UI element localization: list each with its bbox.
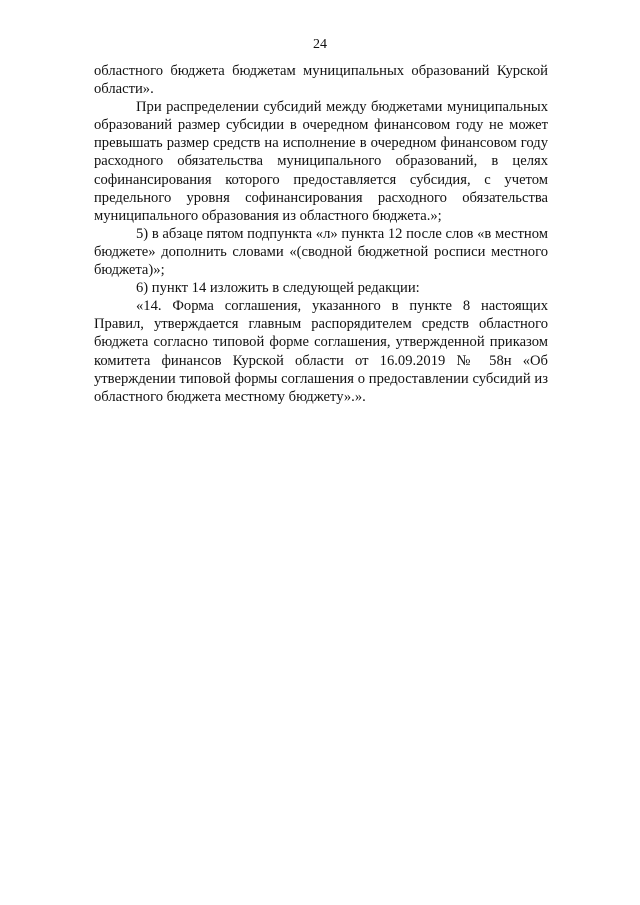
paragraph-continuation: областного бюджета бюджетам муниципальных образований Курской области». [94,63,548,98]
document-body [94,62,548,406]
page-number: 24 [313,37,327,52]
paragraph-item-6: 6) пункт 14 изложить в следующей редакции: [136,280,420,297]
paragraph-item-14: «14. Форма соглашения, указанного в пункте 8 настоящих Правил, утверждается главным распорядителем средств областного бюджета согласно типовой форме соглашения, утвержденной приказом комитета финансов Курской области от 16.09.2019 № 58н «Об утверждении типовой формы соглашения о предоставлении субсидий из областного бюджета местному бюджету».». [94,298,548,405]
paragraph-subsidy-distribution: При распределении субсидий между бюджетами муниципальных образований размер субсидии в очередном финансовом году не может превышать размер средств на исполнение в очередном финансовом году расходного обязательства муниципального образований, в целях софинансирования которого предоставляется субсидия, с учетом предельного уровня софинансирования расходного обязательства муниципального образования из областного бюджета.»; [94,99,548,224]
paragraph-item-5: 5) в абзаце пятом подпункта «л» пункта 12 после слов «в местном бюджете» дополнить словами «(сводной бюджетной росписи местного бюджета)»; [94,225,548,279]
